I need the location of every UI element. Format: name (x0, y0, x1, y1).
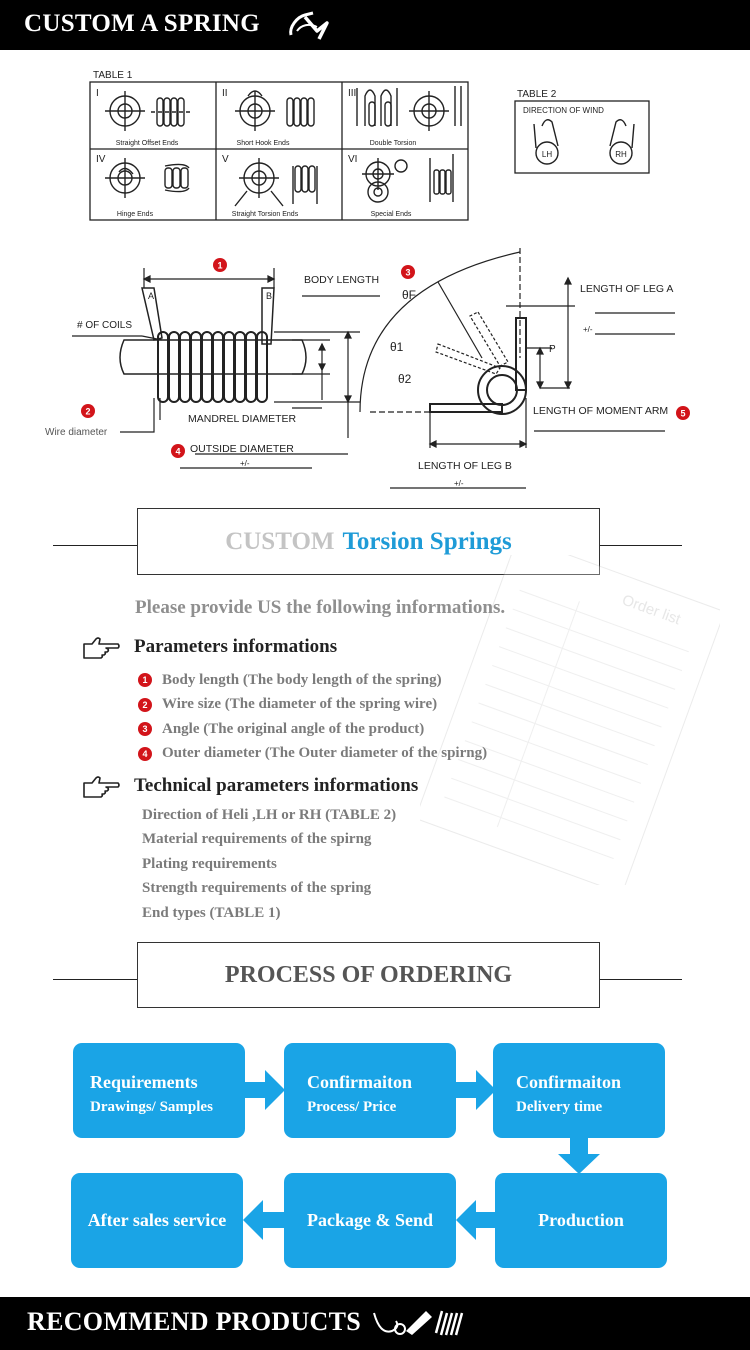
length-leg-b-label: LENGTH OF LEG B (418, 460, 512, 472)
list-item: Direction of Heli ,LH or RH (TABLE 2) (142, 806, 397, 823)
list-item: 1 Body length (The body length of the spring) (138, 668, 487, 693)
marker-2: 2 (85, 406, 91, 417)
length-leg-a-label: LENGTH OF LEG A (580, 283, 674, 295)
list-item: 2 Wire size (The diameter of the spring wire) (138, 693, 487, 718)
header-bar (0, 0, 750, 50)
pointing-hand-icon (82, 775, 122, 801)
marker-1: 1 (217, 260, 223, 271)
table-2-title: TABLE 2 (517, 89, 557, 100)
table-1-caption: Short Hook Ends (236, 140, 290, 147)
marker-3: 3 (405, 267, 411, 278)
length-moment-arm-label: LENGTH OF MOMENT ARM (533, 405, 669, 417)
table-1-caption: Double Torsion (369, 140, 417, 147)
marker-4: 4 (175, 446, 181, 457)
table-1-numeral: IV (96, 154, 106, 165)
pointing-hand-icon (82, 636, 122, 662)
step-after-sales: After sales service (71, 1173, 243, 1268)
step-confirm-process: Confirmaiton Process/ Price (284, 1043, 456, 1138)
leg-a-end-label: A (148, 291, 155, 301)
table-1-end-types (85, 66, 475, 226)
wire-diameter-label: Wire diameter (45, 427, 108, 438)
table-2-heading: DIRECTION OF WIND (523, 106, 604, 115)
spring-clip-icon (287, 9, 333, 43)
table-1-numeral: III (348, 88, 357, 99)
divider-line (591, 545, 682, 546)
body-length-label: BODY LENGTH (304, 274, 380, 286)
leg-b-end-label: B (266, 291, 273, 301)
table-1-numeral: II (222, 88, 228, 99)
springs-icon (370, 1305, 466, 1341)
mandrel-diameter-label: MANDREL DIAMETER (188, 413, 297, 425)
step-requirements: Requirements Drawings/ Samples (73, 1043, 245, 1138)
leg-b-tolerance: +/- (454, 479, 464, 488)
list-item: Plating requirements (142, 855, 277, 872)
arrow-right-icon (243, 1068, 287, 1112)
divider-line (53, 979, 146, 980)
table-1-caption: Straight Torsion Ends (231, 211, 299, 218)
lh-label: LH (541, 150, 553, 159)
theta-2-label: θ2 (398, 372, 412, 386)
rh-label: RH (615, 150, 627, 159)
table-1-caption: Special Ends (370, 211, 412, 218)
marker-5: 5 (680, 408, 686, 419)
ordering-heading-box (137, 942, 600, 1008)
leg-a-tolerance: +/- (583, 325, 593, 334)
watermark-title: Order list (619, 591, 683, 629)
list-item: 4 Outer diameter (The Outer diameter of the spirng) (138, 742, 487, 767)
marker-2: 2 (138, 698, 152, 712)
footer-title: RECOMMEND PRODUCTS (27, 1307, 362, 1336)
table-1-title: TABLE 1 (93, 70, 133, 81)
arrow-right-icon (454, 1068, 498, 1112)
parameters-list (138, 668, 487, 766)
table-1-caption: Hinge Ends (116, 211, 154, 218)
technical-title: Technical parameters informations (134, 775, 419, 796)
table-1-numeral: I (96, 88, 99, 99)
arrow-left-icon (241, 1198, 285, 1242)
coils-label: # OF COILS (77, 320, 133, 331)
custom-heading-highlight: Torsion Springs (342, 527, 512, 555)
table-2-direction-of-wind (512, 86, 654, 178)
arrow-down-icon (556, 1136, 602, 1176)
marker-4: 4 (138, 747, 152, 761)
table-1-caption: Straight Offset Ends (115, 140, 179, 147)
technical-list (142, 803, 396, 926)
footer-bar (0, 1297, 750, 1350)
theta-1-label: θ1 (390, 340, 404, 354)
list-item: Strength requirements of the spring (142, 880, 372, 897)
list-item: End types (TABLE 1) (142, 904, 281, 921)
step-confirm-delivery: Confirmaiton Delivery time (493, 1043, 665, 1138)
outside-diameter-label: OUTSIDE DIAMETER (190, 443, 294, 455)
list-item: Material requirements of the spirng (142, 831, 372, 848)
table-1-numeral: V (222, 154, 229, 165)
step-package-send: Package & Send (284, 1173, 456, 1268)
request-text: Please provide US the following informations. (135, 597, 506, 618)
parameters-title: Parameters informations (134, 636, 338, 657)
tolerance-label: +/- (240, 459, 250, 468)
p-label: P (549, 344, 556, 355)
divider-line (53, 545, 146, 546)
theta-f-label: θF (402, 288, 417, 302)
torsion-spring-diagram (30, 248, 710, 498)
list-item: 3 Angle (The original angle of the product) (138, 717, 487, 742)
custom-heading-prefix: CUSTOM (225, 527, 335, 555)
ordering-title: PROCESS OF ORDERING (224, 961, 513, 988)
header-title: CUSTOM A SPRING (24, 10, 261, 37)
marker-3: 3 (138, 722, 152, 736)
arrow-left-icon (454, 1198, 498, 1242)
marker-1: 1 (138, 673, 152, 687)
step-production: Production (495, 1173, 667, 1268)
table-1-numeral: VI (348, 154, 358, 165)
divider-line (591, 979, 682, 980)
